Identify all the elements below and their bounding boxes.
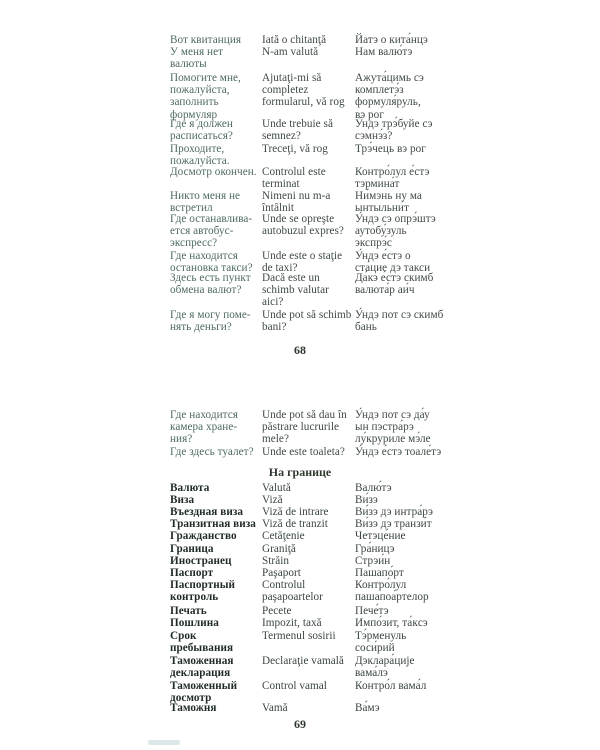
romanian-phrase: Pecete — [262, 605, 292, 617]
russian-phrase: Таможня — [170, 702, 217, 714]
transliteration: Трэ́чець вэ рог — [355, 143, 426, 155]
transliteration: Контро́лул пашапоа́ртелор — [355, 579, 429, 604]
transliteration: Контро́лул е́стэ тэрмина́т — [355, 166, 430, 191]
transliteration: Ва́мэ — [355, 702, 380, 714]
romanian-phrase: Controlul este terminat — [262, 166, 326, 191]
russian-phrase: Таможенный досмотр — [170, 680, 238, 705]
transliteration: Пече́тэ — [355, 605, 389, 617]
transliteration: Тэ́рменуль соси́рий — [355, 630, 407, 655]
transliteration: Ни́мэнь ну ма ынтыльни́т — [355, 190, 422, 215]
romanian-phrase: N-am valută — [262, 46, 319, 58]
russian-phrase: Паспортный контроль — [170, 579, 235, 604]
romanian-phrase: Ajutaţi-mi să completez formularul, vă rog — [262, 72, 345, 109]
transliteration: Ви́зэ дэ транзи́т — [355, 518, 432, 530]
romanian-phrase: Control vamal — [262, 680, 327, 692]
romanian-phrase: Unde este o staţie de taxi? — [262, 250, 343, 275]
section-heading: На границе — [268, 465, 332, 479]
russian-phrase: Печать — [170, 605, 207, 617]
romanian-phrase: Unde se opreşte autobuzul expres? — [262, 213, 344, 238]
romanian-phrase: Cetăţenie — [262, 530, 305, 542]
russian-phrase: Никто меня не встретил — [170, 190, 241, 215]
russian-phrase: Досмотр окончен. — [170, 166, 257, 178]
russian-phrase: Пошлина — [170, 617, 219, 629]
transliteration: Йатэ о кита́нцэ — [355, 34, 428, 46]
transliteration: У́ндэ е́стэ тоале́тэ — [355, 446, 442, 458]
romanian-phrase: Viză — [262, 494, 283, 506]
russian-phrase: Где я могу поме- нять деньги? — [170, 309, 251, 334]
russian-phrase: Валюта — [170, 482, 210, 494]
russian-phrase: Иностранец — [170, 555, 232, 567]
page-number: 69 — [294, 717, 306, 731]
transliteration: Дэклара́ције вама́лэ — [355, 655, 415, 680]
russian-phrase: Где находится остановка такси? — [170, 250, 253, 275]
russian-phrase: Помогите мне, пожалуйста, заполнить формуляр — [170, 72, 241, 121]
russian-phrase: Проходите, пожалуйста. — [170, 143, 230, 168]
romanian-phrase: Controlul paşapoartelor — [262, 579, 323, 604]
russian-phrase: Где я должен расписаться? — [170, 118, 233, 143]
romanian-phrase: Unde pot să dau în păstrare lucrurile mele? — [262, 409, 347, 446]
russian-phrase: Срок пребывания — [170, 630, 234, 655]
russian-phrase: Где останавлива- ется автобус- экспресс? — [170, 213, 253, 250]
russian-phrase: Где находится камера хране- ния? — [170, 409, 238, 446]
russian-phrase: Вот квитанция — [170, 34, 242, 46]
romanian-phrase: Declaraţie vamală — [262, 655, 344, 667]
page-69 — [0, 375, 600, 750]
transliteration: Ви́зэ — [355, 494, 378, 506]
russian-phrase: Где здесь туалет? — [170, 446, 254, 458]
russian-phrase: Виза — [170, 494, 195, 506]
transliteration: У́ндэ е́стэ о ста́цие дэ такси — [355, 250, 431, 275]
romanian-phrase: Valută — [262, 482, 291, 494]
russian-phrase: Граница — [170, 543, 214, 555]
romanian-phrase: Graniţă — [262, 543, 296, 555]
transliteration: Четэце́ние — [355, 530, 406, 542]
scan-mark — [148, 740, 180, 745]
romanian-phrase: Unde pot să schimb bani? — [262, 309, 352, 334]
russian-phrase: Таможенная декларация — [170, 655, 234, 680]
romanian-phrase: Viză de tranzit — [262, 518, 328, 530]
russian-phrase: Гражданство — [170, 530, 237, 542]
romanian-phrase: Vamă — [262, 702, 288, 714]
russian-phrase: У меня нет валюты — [170, 46, 224, 71]
romanian-phrase: Paşaport — [262, 567, 301, 579]
transliteration: У́ндэ пот сэ скимб бань — [355, 309, 444, 334]
transliteration: Нам валю́тэ — [355, 46, 413, 58]
transliteration: Да́кэ е́стэ скимб валюта́р аи́ч — [355, 272, 434, 297]
romanian-phrase: Nimeni nu m-a întâlnit — [262, 190, 331, 215]
transliteration: Импо́зит, та́кcэ — [355, 617, 428, 629]
transliteration: Стрэи́н — [355, 555, 391, 567]
russian-phrase: Паспорт — [170, 567, 214, 579]
romanian-phrase: Termenul sosirii — [262, 630, 336, 642]
romanian-phrase: Iată o chitanţă — [262, 34, 327, 46]
romanian-phrase: Dacă este un schimb valutar aici? — [262, 272, 329, 309]
transliteration: Гра́ницэ — [355, 543, 395, 555]
transliteration: Ви́зэ дэ интра́рэ — [355, 506, 434, 518]
page-number: 68 — [294, 343, 306, 357]
transliteration: У́ндэ трэ́буйе сэ сэмнэ́з? — [355, 118, 433, 143]
transliteration: У́ндэ пот сэ да́у ын пэстра́рэ лу́крурилe мэ́ле — [355, 409, 431, 446]
romanian-phrase: Treceţi, vă rog — [262, 143, 328, 155]
transliteration: Контро́л вама́л — [355, 680, 427, 692]
transliteration: У́ндэ сэ опрэ́штэ аутобу́зуль экспрэ́с — [355, 213, 436, 250]
russian-phrase: Здесь есть пункт обмена валют? — [170, 272, 251, 297]
russian-phrase: Транзитная виза — [170, 518, 256, 530]
russian-phrase: Въездная виза — [170, 506, 244, 518]
romanian-phrase: Viză de intrare — [262, 506, 329, 518]
romanian-phrase: Impozit, taxă — [262, 617, 322, 629]
romanian-phrase: Unde trebuie să semnez? — [262, 118, 333, 143]
romanian-phrase: Străin — [262, 555, 290, 567]
transliteration: Пашапо́рт — [355, 567, 404, 579]
romanian-phrase: Unde este toaleta? — [262, 446, 345, 458]
transliteration: Ажута́цимь сэ комплетэ́з формуля́руль, вэ рог — [355, 72, 424, 121]
transliteration: Валю́тэ — [355, 482, 392, 494]
